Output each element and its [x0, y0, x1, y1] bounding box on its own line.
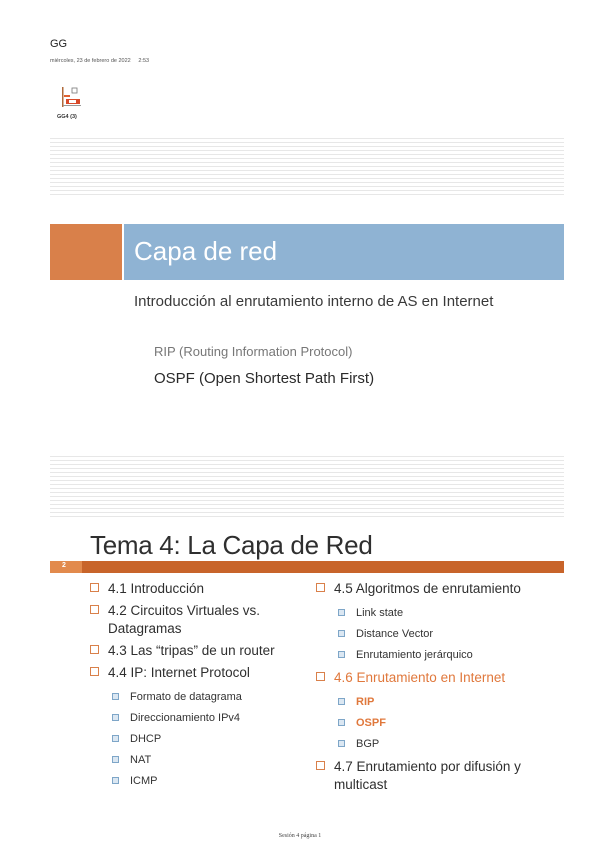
- outline-subitem: [90, 753, 310, 767]
- outline-subitem-highlighted: [316, 695, 566, 709]
- outline-item: [316, 580, 566, 598]
- outline-item: [90, 664, 310, 682]
- outline-subitem: [316, 737, 566, 751]
- bullet-square-icon: [112, 756, 119, 763]
- outline-right-column: [316, 580, 566, 798]
- outline-subitem: [90, 711, 310, 725]
- outline-subitem-label: Direccionamiento IPv4: [130, 712, 241, 724]
- slide-subtitle: Introducción al enrutamiento interno de AS en Internet: [134, 293, 494, 310]
- outline-item: [90, 642, 310, 660]
- outline-subitem: [90, 732, 310, 746]
- slide-title: Capa de red: [134, 236, 278, 266]
- outline-subitem-label: ICMP: [130, 775, 158, 787]
- slide-1: [50, 138, 564, 518]
- file-attachment-icon[interactable]: [58, 86, 82, 108]
- bullet-square-icon: [338, 651, 345, 658]
- bullet-box-icon: [90, 605, 99, 614]
- bullet-box-icon: [316, 761, 325, 770]
- outline-subitem: [90, 774, 310, 788]
- page-time: 2:53: [138, 58, 150, 64]
- slide-2-title: Tema 4: La Capa de Red: [90, 530, 373, 560]
- outline-subitem-label: Enrutamiento jerárquico: [356, 649, 473, 661]
- attachment-label[interactable]: GG4 (3): [57, 114, 77, 120]
- subtitle-item-ospf: OSPF (Open Shortest Path First): [154, 370, 375, 387]
- slide-number-box: [50, 561, 82, 573]
- bullet-square-icon: [112, 777, 119, 784]
- outline-item-highlighted: [316, 669, 566, 687]
- title-underline-bar: [50, 561, 564, 573]
- outline-item-label: 4.4 IP: Internet Protocol: [108, 665, 250, 680]
- outline-item-label: 4.5 Algoritmos de enrutamiento: [334, 581, 521, 596]
- page-footer: Sesión 4 página 1: [278, 833, 322, 839]
- bullet-square-icon: [338, 719, 345, 726]
- title-accent-block: [50, 224, 122, 280]
- outline-subitem: [90, 690, 310, 704]
- outline-subitem-label: DHCP: [130, 733, 162, 745]
- bullet-square-icon: [338, 740, 345, 747]
- bullet-square-icon: [338, 698, 345, 705]
- outline-item-label: 4.2 Circuitos Virtuales vs. Datagramas: [108, 603, 261, 636]
- bullet-box-icon: [90, 645, 99, 654]
- outline-item-label: 4.3 Las “tripas” de un router: [108, 643, 275, 658]
- bullet-square-icon: [112, 693, 119, 700]
- outline-subitem-label: RIP: [356, 696, 375, 708]
- outline-item-label: 4.1 Introducción: [108, 581, 205, 596]
- outline-subitem: [316, 648, 566, 662]
- outline-item-label: 4.6 Enrutamiento en Internet: [334, 670, 506, 685]
- outline-subitem-label: Link state: [356, 607, 404, 619]
- bullet-square-icon: [112, 714, 119, 721]
- outline-left-column: [90, 580, 310, 795]
- bullet-box-icon: [90, 667, 99, 676]
- page-timestamp: [50, 58, 149, 64]
- bullet-square-icon: [112, 735, 119, 742]
- subtitle-item-rip: RIP (Routing Information Protocol): [154, 344, 353, 359]
- bullet-box-icon: [316, 583, 325, 592]
- outline-subitem-label: NAT: [130, 754, 152, 766]
- outline-subitem-label: Distance Vector: [356, 628, 434, 640]
- bullet-square-icon: [338, 630, 345, 637]
- outline-item: [90, 602, 310, 638]
- page-date: miércoles, 23 de febrero de 2022: [50, 58, 131, 64]
- outline-subitem-highlighted: [316, 716, 566, 730]
- page-title: GG: [50, 38, 68, 50]
- outline-item-label: 4.7 Enrutamiento por difusión y multicast: [334, 759, 521, 792]
- bullet-box-icon: [316, 672, 325, 681]
- outline-subitem-label: Formato de datagrama: [130, 691, 242, 703]
- outline-subitem: [316, 606, 566, 620]
- slide-number: 2: [62, 562, 66, 569]
- bullet-box-icon: [90, 583, 99, 592]
- decorative-lines-top: [50, 138, 564, 198]
- bullet-square-icon: [338, 609, 345, 616]
- outline-item: [90, 580, 310, 598]
- outline-subitem: [316, 627, 566, 641]
- outline-item: [316, 758, 566, 794]
- outline-subitem-label: OSPF: [356, 717, 386, 729]
- outline-subitem-label: BGP: [356, 738, 380, 750]
- decorative-lines-bottom: [50, 456, 564, 518]
